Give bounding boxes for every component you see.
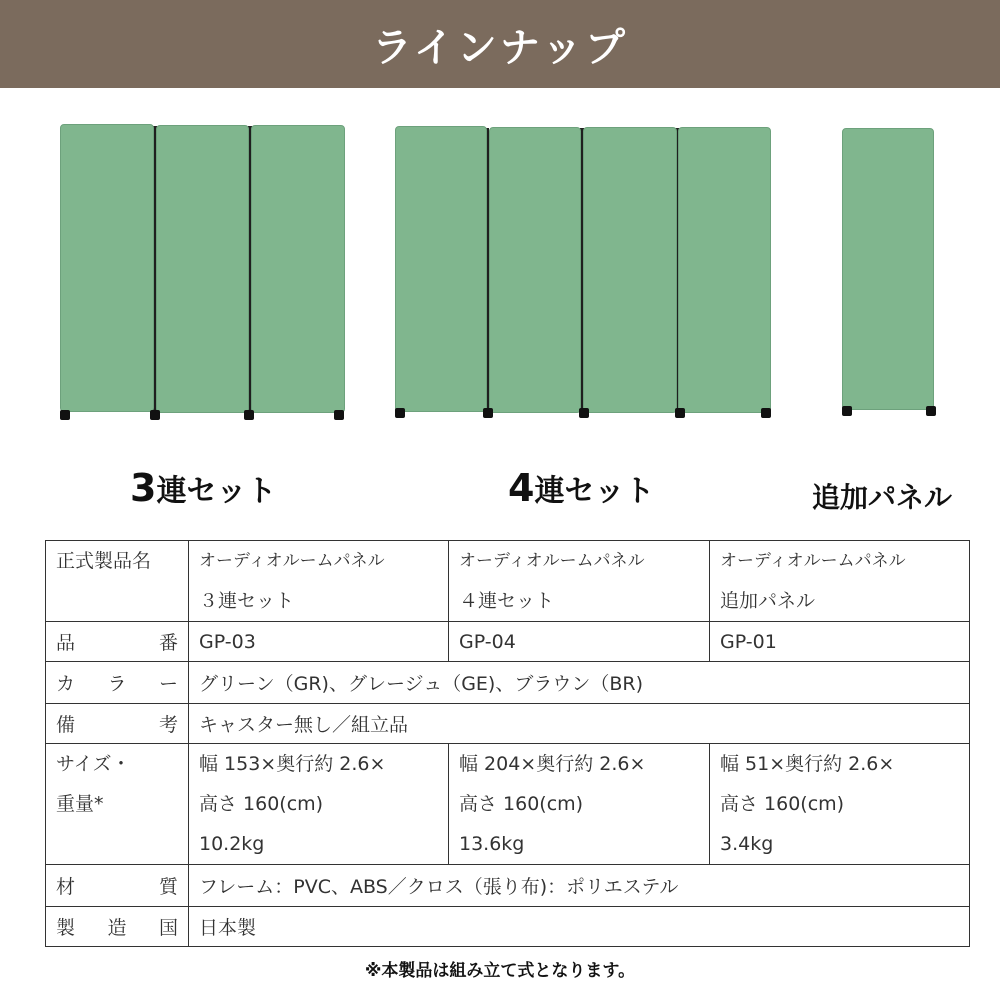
label-remarks: 備 考 bbox=[46, 704, 189, 744]
table-row bbox=[46, 865, 970, 907]
table-row bbox=[46, 662, 970, 704]
three-panel-set-image bbox=[58, 124, 348, 424]
header-banner bbox=[0, 0, 1000, 88]
spec-table bbox=[45, 540, 970, 947]
additional-panel-caption: 追加パネル bbox=[812, 481, 953, 514]
value-cell: オーディオルームパネル ４連セット bbox=[449, 541, 710, 622]
value-cell: オーディオルームパネル 追加パネル bbox=[710, 541, 970, 622]
value-cell: 幅 153×奥行約 2.6× 高さ 160(cm) 10.2kg bbox=[189, 744, 449, 865]
panel bbox=[489, 127, 581, 413]
table-row bbox=[46, 907, 970, 947]
panel bbox=[395, 126, 487, 412]
label-product-code: 品 番 bbox=[46, 622, 189, 662]
value-cell: オーディオルームパネル ３連セット bbox=[189, 541, 449, 622]
panel bbox=[156, 125, 249, 413]
table-row bbox=[46, 704, 970, 744]
panel bbox=[251, 125, 345, 413]
label-product-name: 正式製品名 bbox=[46, 541, 189, 622]
value-cell: GP-04 bbox=[449, 622, 710, 662]
value-cell: 幅 51×奥行約 2.6× 高さ 160(cm) 3.4kg bbox=[710, 744, 970, 865]
table-row bbox=[46, 744, 970, 865]
table-row bbox=[46, 541, 970, 622]
panel bbox=[60, 124, 154, 412]
four-panel-caption: 4連セット bbox=[508, 466, 655, 510]
value-cell: 日本製 bbox=[189, 907, 970, 947]
panel bbox=[678, 127, 771, 413]
value-cell: 幅 204×奥行約 2.6× 高さ 160(cm) 13.6kg bbox=[449, 744, 710, 865]
value-cell: GP-01 bbox=[710, 622, 970, 662]
page-title: ラインナップ bbox=[372, 24, 628, 71]
label-origin: 製 造 国 bbox=[46, 907, 189, 947]
panel bbox=[842, 128, 934, 410]
label-color: カ ラ ー bbox=[46, 662, 189, 704]
additional-panel-image bbox=[840, 128, 940, 428]
label-size-weight: サイズ・ 重量* bbox=[46, 744, 189, 865]
value-cell: キャスター無し／組立品 bbox=[189, 704, 970, 744]
label-material: 材 質 bbox=[46, 865, 189, 907]
three-panel-caption: 3連セット bbox=[130, 466, 277, 510]
panel bbox=[583, 127, 677, 413]
four-panel-set-image bbox=[393, 126, 775, 426]
value-cell: フレーム：PVC、ABS／クロス（張り布)：ポリエステル bbox=[189, 865, 970, 907]
assembly-note: ※本製品は組み立て式となります。 bbox=[364, 961, 636, 981]
table-row bbox=[46, 622, 970, 662]
value-cell: GP-03 bbox=[189, 622, 449, 662]
value-cell: グリーン（GR)、グレージュ（GE)、ブラウン（BR) bbox=[189, 662, 970, 704]
product-lineup bbox=[0, 88, 1000, 528]
